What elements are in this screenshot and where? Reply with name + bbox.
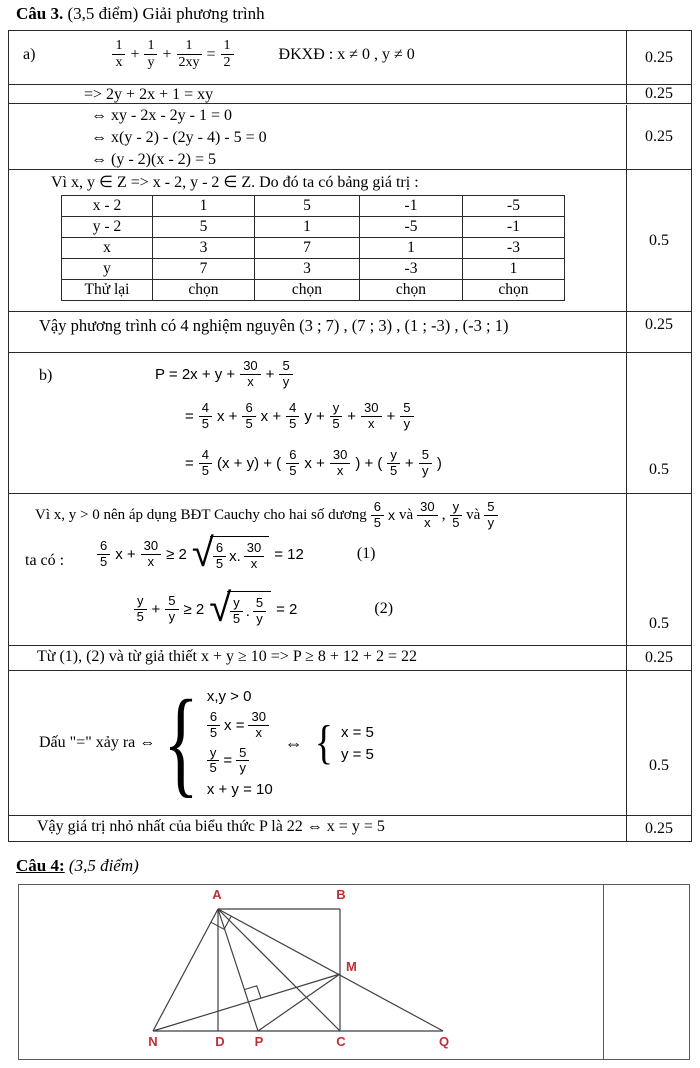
system-1	[207, 688, 273, 799]
fraction: $\frac{1}{2}$	[221, 38, 234, 71]
fraction: 5 y	[484, 500, 497, 531]
fraction: $\frac{y}{5}$	[330, 401, 343, 432]
ta-co-label: ta có :	[25, 552, 65, 569]
solution-table	[8, 30, 692, 842]
fraction: y 5	[387, 448, 400, 479]
score-cell	[627, 85, 691, 103]
fraction: $\frac{30}{x}$	[248, 710, 268, 741]
table-row-cauchy	[9, 494, 691, 646]
radical-icon: √	[209, 586, 232, 630]
table-row: Thử lại chọn chọn chọn chọn	[62, 280, 565, 301]
system-line: y = 5	[340, 745, 374, 763]
score-cell	[627, 312, 691, 352]
fraction: $\frac{5}{y}$	[236, 746, 249, 777]
system-line: x + y = 10	[206, 781, 273, 799]
equation-line: ⇔ xy - 2x - 2y - 1 = 0	[91, 107, 233, 124]
system-2	[341, 724, 374, 763]
fraction: $\frac{5}{y}$	[419, 448, 432, 479]
figure-score-cell	[604, 885, 689, 1059]
figure-svg	[19, 885, 602, 1059]
fraction: 30 x	[417, 500, 437, 531]
deduction-line: Từ (1), (2) và từ giả thiết x + y ≥ 10 => P ≥ 8 + 12 + 2 = 22	[37, 648, 417, 665]
score-value: 0.25	[645, 819, 673, 837]
cau3-number: Câu 3.	[16, 4, 64, 23]
radical-icon: √	[191, 531, 214, 575]
score-value: 0.25	[645, 48, 673, 66]
equation-tag: (1)	[356, 545, 376, 563]
score-cell	[627, 170, 691, 311]
fraction: 6 5	[207, 710, 220, 741]
cau4-points: (3,5 điểm)	[64, 856, 139, 875]
cau3-heading	[16, 4, 265, 24]
fraction: $\frac{30}{x}$	[330, 448, 350, 479]
fraction: $\frac{6}{5}$	[242, 401, 255, 432]
square-root: √ 6 5 x. 30 x	[192, 536, 269, 573]
fraction: $\frac{1}{2xy}$	[178, 38, 200, 71]
score-value: 0.25	[645, 85, 673, 102]
part-a-label: a)	[23, 45, 36, 63]
table-row	[9, 646, 691, 671]
table-row	[9, 816, 691, 841]
figure-label-p: P	[254, 1034, 264, 1049]
cau3-title: (3,5 điểm) Giải phương trình	[63, 4, 265, 23]
values-intro: Vì x, y ∈ Z => x - 2, y - 2 ∈ Z. Do đó ta có bảng giá trị :	[51, 174, 419, 191]
equation-line: ⇔ (y - 2)(x - 2) = 5	[91, 151, 216, 168]
fraction: 1 x	[112, 38, 125, 71]
left-brace: {	[163, 676, 199, 810]
fraction: $\frac{1}{y}$	[144, 38, 157, 71]
value-table	[61, 195, 565, 301]
fraction: 30 x	[244, 541, 264, 572]
square-root: √ y 5 . 5 y	[209, 591, 271, 628]
part-b-label: b)	[39, 367, 53, 384]
score-value: 0.5	[649, 461, 669, 478]
system-line: 6 5 x = $\frac{30}{x}$	[207, 710, 273, 741]
table-row	[9, 104, 691, 170]
score-cell	[627, 31, 691, 84]
table-row: x - 2 1 5 -1 -5	[62, 196, 565, 217]
system-line: x = 5	[340, 723, 374, 741]
equivalence-arrow: ⇔	[284, 732, 303, 753]
figure-label-n: N	[148, 1034, 158, 1049]
fraction: $\frac{5}{y}$	[165, 594, 178, 625]
figure-label-a: A	[212, 887, 222, 902]
equation-line: ⇔ x(y - 2) - (2y - 4) - 5 = 0	[91, 129, 267, 146]
fraction: y 5	[230, 596, 243, 627]
score-cell	[627, 646, 691, 670]
score-cell	[627, 671, 691, 815]
system-line: x,y > 0	[206, 687, 252, 705]
fraction: $\frac{30}{x}$	[361, 401, 381, 432]
figure-lines	[153, 909, 443, 1031]
conclusion-a: Vậy phương trình có 4 nghiệm nguyên (3 ; 7) , (7 ; 3) , (1 ; -3) , (-3 ; 1)	[39, 316, 509, 335]
fraction: $\frac{30}{x}$	[240, 359, 260, 390]
score-value: 0.25	[645, 128, 673, 145]
figure-box	[18, 884, 690, 1060]
table-row-b	[9, 353, 691, 494]
score-value: 0.5	[649, 231, 669, 249]
cau4-heading	[16, 856, 139, 876]
equation-line: = $\frac{4}{5}$ (x + y) + ( 6 5 x + $\frac{30}{x}$ ) + ( y 5 + $\frac{5}{y}$ )	[185, 447, 442, 478]
table-row	[9, 85, 691, 104]
table-row-values	[9, 170, 691, 312]
fraction: $\frac{30}{x}$	[141, 539, 161, 570]
equation-a: a) 1 x + $\frac{1}{y}$ + $\frac{1}{2xy}$ = $\frac{1}{2}$ ĐKXĐ : x ≠ 0 , y ≠ 0	[23, 38, 415, 71]
fraction: $\frac{5}{y}$	[279, 359, 292, 390]
figure-label-m: M	[346, 959, 357, 974]
score-cell	[627, 494, 691, 645]
fraction: 6 5	[286, 448, 299, 479]
figure-label-q: Q	[438, 1034, 450, 1049]
fraction: 5 y	[253, 596, 266, 627]
equation-line: P = 2x + y + $\frac{30}{x}$ + $\frac{5}{y}$	[155, 359, 293, 390]
cauchy-intro: Vì x, y > 0 nên áp dụng BĐT Cauchy cho hai số dương 6 5 x và 30 x , y 5 và 5 y	[35, 500, 498, 531]
equation-line: => 2y + 2x + 1 = xy	[84, 86, 214, 103]
score-cell	[627, 353, 691, 493]
geometry-figure	[19, 885, 604, 1059]
fraction: 6 5	[371, 500, 384, 531]
table-row: y 7 3 -3 1	[62, 259, 565, 280]
table-row: y - 2 5 1 -5 -1	[62, 217, 565, 238]
score-value: 0.5	[649, 615, 669, 632]
table-row: x 3 7 1 -3	[62, 238, 565, 259]
fraction: y 5	[450, 500, 463, 531]
fraction: $\frac{y}{5}$	[207, 746, 220, 777]
score-value: 0.5	[649, 757, 669, 774]
table-row-a	[9, 31, 691, 85]
cau4-number: Câu 4:	[16, 856, 65, 875]
figure-label-d: D	[215, 1034, 225, 1049]
cauchy-inequality-2: y 5 + $\frac{5}{y}$ ≥ 2 √ y 5 . 5 y = 2 (2)	[134, 591, 393, 628]
equation-line: = $\frac{4}{5}$ x + $\frac{6}{5}$ x + $\frac{4}{5}$ y + $\frac{y}{5}$ + $\frac{30}{x}$ + $\frac{5}{y}$	[185, 401, 414, 432]
figure-label-c: C	[336, 1034, 346, 1049]
cauchy-inequality-1: 6 5 x + $\frac{30}{x}$ ≥ 2 √ 6 5 x. 30 x = 12 (1)	[97, 536, 376, 573]
score-cell	[627, 816, 691, 841]
fraction: $\frac{4}{5}$	[286, 401, 299, 432]
fraction: $\frac{4}{5}$	[199, 448, 212, 479]
fraction: $\frac{4}{5}$	[199, 401, 212, 432]
fraction: 6 5	[97, 539, 110, 570]
table-row	[9, 312, 691, 353]
domain-condition: ĐKXĐ : x ≠ 0 , y ≠ 0	[278, 45, 415, 63]
conclusion-b: Vậy giá trị nhỏ nhất của biểu thức P là 22 ⇔ x = y = 5	[37, 818, 385, 835]
score-cell	[627, 105, 691, 169]
table-row-equality	[9, 671, 691, 816]
score-value: 0.25	[645, 316, 673, 333]
equation-tag: (2)	[374, 600, 394, 618]
fraction: $\frac{5}{y}$	[400, 401, 413, 432]
score-value: 0.25	[645, 649, 673, 666]
equality-case	[39, 671, 374, 815]
fraction: y 5	[134, 594, 147, 625]
system-line: $\frac{y}{5}$ = $\frac{5}{y}$	[207, 746, 273, 777]
figure-label-b: B	[336, 887, 346, 902]
fraction: 6 5	[213, 541, 226, 572]
equality-pre: Dấu "=" xảy ra ⇔	[39, 734, 156, 751]
left-brace: {	[314, 716, 333, 770]
